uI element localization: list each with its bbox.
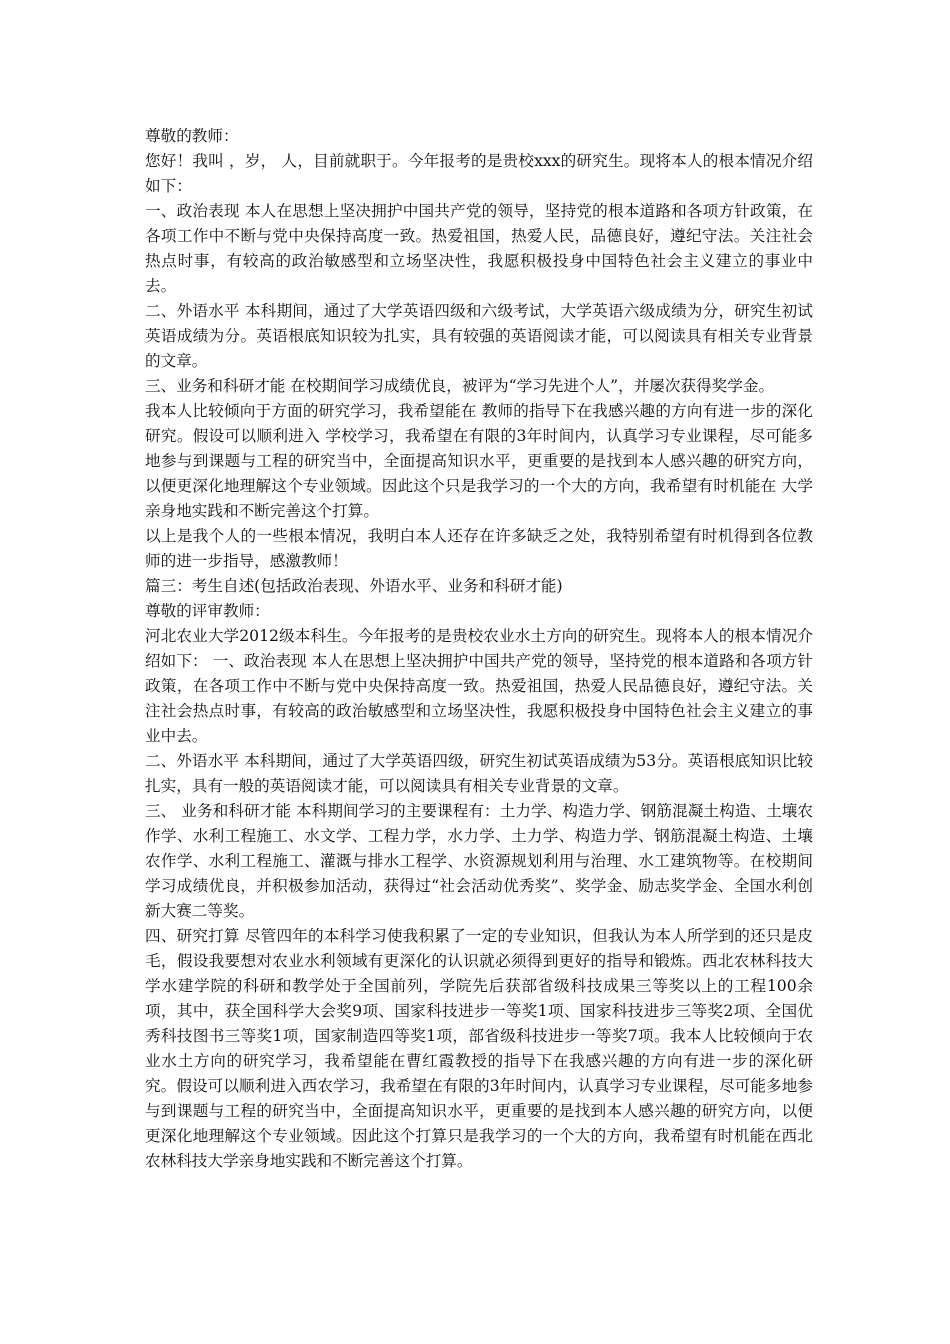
research-ability-paragraph-2: 三、 业务和科研才能 本科期间学习的主要课程有：土力学、构造力学、钢筋混凝土构造、土壤农作学、水利工程施工、水文学、工程力学，水力学、土力学、构造力学、钢筋混凝土构造、土壤农作学、水利工程施工、灌溉与排水工程学、水资源规划利用与治理、水工建筑物等。在校期间学习成绩优良，并积极参加活动，获得过“社会活动优秀奖”、奖学金、励志奖学金、全国水利创新大赛二等奖。 xyxy=(145,802,813,920)
salutation-paragraph: 尊敬的教师： xyxy=(145,127,239,145)
salutation-paragraph-2: 尊敬的评审教师： xyxy=(145,602,270,620)
intro-paragraph: 您好！我叫 ，岁， 人，目前就职于。今年报考的是贵校xxx的研究生。现将本人的根本情况介绍如下： xyxy=(145,152,813,195)
research-plan-paragraph: 我本人比较倾向于方面的研究学习，我希望能在 教师的指导下在我感兴趣的方向有进一步的深化研究。假设可以顺利进入 学校学习，我希望在有限的3年时间内，认真学习专业课程，尽可能多地参与到课题与工程的研究当中，全面提高知识水平，更重要的是找到本人感兴趣的研究方向，以便更深化地理解这个专业领域。因此这个只是我学习的一个大的方向，我希望有时机能在 大学亲身地实践和不断完善这个打算。 xyxy=(145,402,813,520)
research-plan-paragraph-2: 四、研究打算 尽管四年的本科学习使我积累了一定的专业知识，但我认为本人所学到的还只是皮毛，假设我要想对农业水利领域有更深化的认识就必须得到更好的指导和锻炼。西北农林科技大学水建学院的科研和教学处于全国前列，学院先后获部省级科技成果三等奖以上的工程100余项，其中，获全国科学大会奖9项、国家科技进步一等奖1项、国家科技进步三等奖2项、全国优秀科技图书三等奖1项，国家制造四等奖1项，部省级科技进步一等奖7项。我本人比较倾向于农业水土方向的研究学习，我希望能在曹红霞教授的指导下在我感兴趣的方向有进一步的深化研究。假设可以顺利进入西农学习，我希望在有限的3年时间内，认真学习专业课程，尽可能多地参与到课题与工程的研究当中，全面提高知识水平，更重要的是找到本人感兴趣的研究方向，以便更深化地理解这个专业领域。因此这个打算只是我学习的一个大的方向，我希望有时机能在西北农林科技大学亲身地实践和不断完善这个打算。 xyxy=(145,927,813,1170)
document-body xyxy=(145,124,813,1174)
section-heading: 篇三：考生自述(包括政治表现、外语水平、业务和科研才能) xyxy=(145,577,563,595)
language-paragraph-2: 二、外语水平 本科期间，通过了大学英语四级，研究生初试英语成绩为53分。英语根底知识比较扎实，具有一般的英语阅读才能，可以阅读具有相关专业背景的文章。 xyxy=(145,752,813,795)
intro-paragraph-2: 河北农业大学2012级本科生。今年报考的是贵校农业水土方向的研究生。现将本人的根本情况介绍如下： 一、政治表现 本人在思想上坚决拥护中国共产党的领导，坚持党的根本道路和各项方针政策，在各项工作中不断与党中央保持高度一致。热爱祖国，热爱人民品德良好，遵纪守法。关注社会热点时事，有较高的政治敏感型和立场坚决性，我愿积极投身中国特色社会主义建立的事业中去。 xyxy=(145,627,813,745)
language-paragraph: 二、外语水平 本科期间，通过了大学英语四级和六级考试，大学英语六级成绩为分，研究生初试英语成绩为分。英语根底知识较为扎实，具有较强的英语阅读才能，可以阅读具有相关专业背景的文章。 xyxy=(145,302,813,370)
political-paragraph: 一、政治表现 本人在思想上坚决拥护中国共产党的领导，坚持党的根本道路和各项方针政策，在各项工作中不断与党中央保持高度一致。热爱祖国，热爱人民，品德良好，遵纪守法。关注社会热点时事，有较高的政治敏感型和立场坚决性，我愿积极投身中国特色社会主义建立的事业中去。 xyxy=(145,202,813,295)
closing-paragraph: 以上是我个人的一些根本情况，我明白本人还存在许多缺乏之处，我特别希望有时机得到各位教师的进一步指导，感激教师！ xyxy=(145,527,813,570)
research-ability-paragraph: 三、业务和科研才能 在校期间学习成绩优良，被评为“学习先进个人”，并屡次获得奖学金。 xyxy=(145,377,775,395)
